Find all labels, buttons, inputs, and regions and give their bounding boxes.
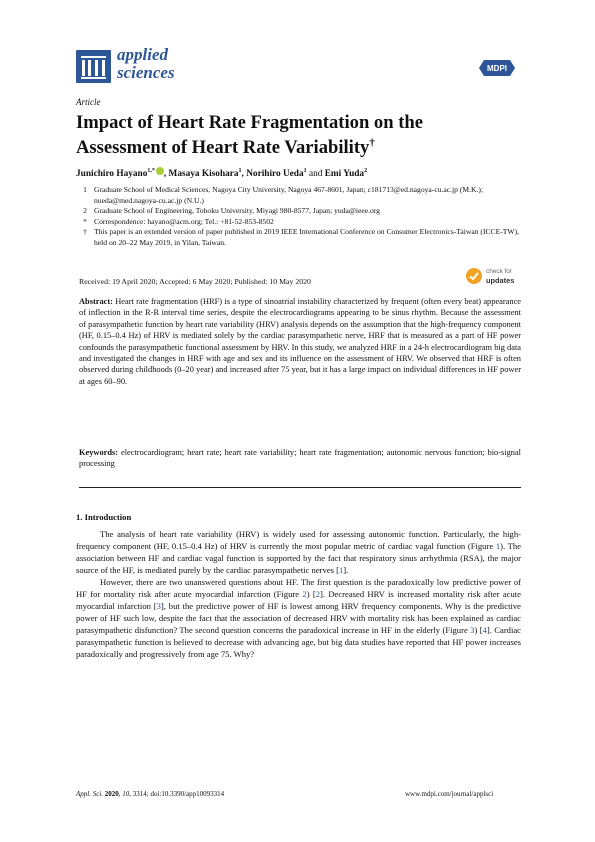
author-affil-mark: 1 xyxy=(303,167,307,174)
footer-doi: , 3314; doi:10.3390/app10093314 xyxy=(129,790,225,798)
journal-name-line2: sciences xyxy=(117,63,175,82)
paragraph-text: ). The association between HF and cardiac vagal function is supported by the fact that respiratory sinus arrhythmia (RSA), the major source of the HF, is mediated purely by the cardiac parasympathetic nerves [ xyxy=(76,541,521,575)
paragraph-text: ) [ xyxy=(474,625,483,635)
author-name: Emi Yuda xyxy=(324,169,365,179)
abstract-label: Abstract: xyxy=(79,297,113,306)
author-separator: , xyxy=(163,169,169,179)
affiliation-text: Graduate School of Engineering, Tohoku University, Miyagi 980-8577, Japan; yuda@ieee.org xyxy=(94,206,380,216)
footer-journal-abbr: Appl. Sci. xyxy=(76,790,104,798)
citation-link[interactable]: 3 xyxy=(156,601,161,611)
author-name: Junichiro Hayano xyxy=(76,169,148,179)
article-type: Article xyxy=(76,97,101,107)
paragraph xyxy=(76,576,521,660)
abstract-text: Heart rate fragmentation (HRF) is a type of sinoatrial instability characterized by frequent (often every beat) appearance of inflection in the R-R interval time series, despite the electrocardiograms appearing to be sinus rhythm. Because the assessment of parasympathetic function by heart rate variability (HRV) analysis depends on the assumption that the high-frequency component (HF, 0.15–0.4 Hz) of HRV is mediated solely by the cardiac parasympathetic nerve, HRF that is measured as a part of HF power confounds the parasympathetic functional assessment by HRV. In this study, we analyzed HRF in a 24-h electrocardiogram big data and investigated the changes in HRF with age and sex and its influence on the assessment of HRV. We observed that HRF is often observed during childhoods (0–20 year) and increased after 75 year, but it has a large impact on individual differences in HF power at ages 60–90. xyxy=(79,297,521,386)
paragraph-text: ]. Decreased HRV is increased mortality risk after acute myocardial infarction [ xyxy=(76,589,521,611)
extended-version-note: This paper is an extended version of paper published in 2019 IEEE International Conference on Consumer Electronics-Taiwan (ICCE-TW), held on 20–22 May 2019, in Yilan, Taiwan. xyxy=(94,227,520,247)
affiliation-item xyxy=(76,227,521,248)
figure-ref-link[interactable]: 2 xyxy=(302,589,307,599)
figure-ref-link[interactable]: 1 xyxy=(495,541,501,551)
citation-link[interactable]: 4 xyxy=(482,625,487,635)
abstract xyxy=(79,296,521,387)
author-name: Masaya Kisohara xyxy=(168,169,239,179)
paragraph-text: ]. xyxy=(343,565,349,575)
affiliation-mark: 1 xyxy=(83,185,87,194)
citation-link[interactable]: 2 xyxy=(315,589,321,599)
orcid-icon[interactable] xyxy=(156,167,164,175)
correspondence-text: Correspondence: hayano@acm.org; Tel.: +81-52-853-8502 xyxy=(94,216,274,226)
publication-dates: Received: 19 April 2020; Accepted: 6 May 2020; Published: 10 May 2020 xyxy=(79,277,311,286)
footer-citation: Appl. Sci. 2020, 10, 3314; doi:10.3390/app10093314 xyxy=(76,790,225,798)
affiliation-text: Graduate School of Medical Sciences, Nagoya City University, Nagoya 467-8601, Japan; c181713@ed.nagoya-cu.ac.jp (M.K.); nueda@med.nagoya-cu.ac.jp (N.U.) xyxy=(94,185,484,205)
affiliation-mark: † xyxy=(83,227,87,237)
section-heading: 1. Introduction xyxy=(76,512,132,522)
author-affil-mark: 2 xyxy=(364,167,368,174)
paragraph-text: However, there are two unanswered questions about HF. The first question is the paradoxically low predictive power of HF for mortality risk after acute myocardial infarction (Figure xyxy=(76,577,521,599)
title-footnote-mark: † xyxy=(369,137,375,149)
section-divider xyxy=(79,487,521,488)
keywords-label: Keywords: xyxy=(79,448,119,457)
paragraph-text: ]. Cardiac parasympathetic function is believed to decrease with advancing age, but big data studies have reported that HF power increases paradoxically and progressively from age 75. Why? xyxy=(76,625,521,659)
author-separator: and xyxy=(306,169,325,179)
keywords xyxy=(79,447,521,470)
affiliations xyxy=(76,185,521,249)
affiliation-mark: 2 xyxy=(83,206,87,216)
journal-name-line1: applied xyxy=(117,45,168,64)
footer-volume: 10 xyxy=(122,790,130,798)
journal-logo-icon xyxy=(76,50,111,83)
citation-link[interactable]: 1 xyxy=(339,565,344,575)
check-for-updates-button[interactable] xyxy=(466,266,522,288)
author-affil-mark: 1,* xyxy=(147,167,155,174)
paragraph-text: The analysis of heart rate variability (HRV) is widely used for assessing autonomic function. Particularly, the high-frequency component (HF, 0.15–0.4 Hz) of HRV is currently the most popular metric of cardiac vagal function (Figure xyxy=(76,529,521,551)
paragraph-text: ) [ xyxy=(306,589,316,599)
author-list xyxy=(76,167,367,179)
check-updates-line2: updates xyxy=(486,276,515,285)
keywords-text: electrocardiogram; heart rate; heart rate variability; heart rate fragmentation; autonomic nervous function; bio-signal processing xyxy=(79,448,521,469)
author-affil-mark: 1 xyxy=(238,167,242,174)
article-title-text: Impact of Heart Rate Fragmentation on the Assessment of Heart Rate Variability xyxy=(76,112,424,159)
paragraph-text: ], but the predictive power of HF is lowest among HRV frequency components. Why is the predictive power of HF such low, despite the fact that the association of decreased HRV with mortality risk has been explained as cardiac parasympathetic disfunction? The second question concerns the paradoxical increase in HF in the elderly (Figure xyxy=(76,601,521,635)
affiliation-item xyxy=(76,206,521,217)
mdpi-logo-icon xyxy=(478,58,516,78)
affiliation-item xyxy=(76,217,521,228)
footer-year: 2020 xyxy=(104,790,119,798)
paragraph xyxy=(76,528,521,576)
footer-journal-url[interactable]: www.mdpi.com/journal/applsci xyxy=(405,790,494,798)
mdpi-logo-text: MDPI xyxy=(487,64,507,74)
author-name: Norihiro Ueda xyxy=(246,169,304,179)
check-updates-icon xyxy=(466,268,482,284)
section-body xyxy=(76,528,521,660)
affiliation-item xyxy=(76,185,521,206)
journal-name xyxy=(117,46,175,82)
affiliation-mark: * xyxy=(83,216,87,226)
article-title xyxy=(76,112,516,158)
figure-ref-link[interactable]: 3 xyxy=(470,625,475,635)
author-separator: , xyxy=(241,169,247,179)
check-updates-line1: check for xyxy=(486,268,512,275)
